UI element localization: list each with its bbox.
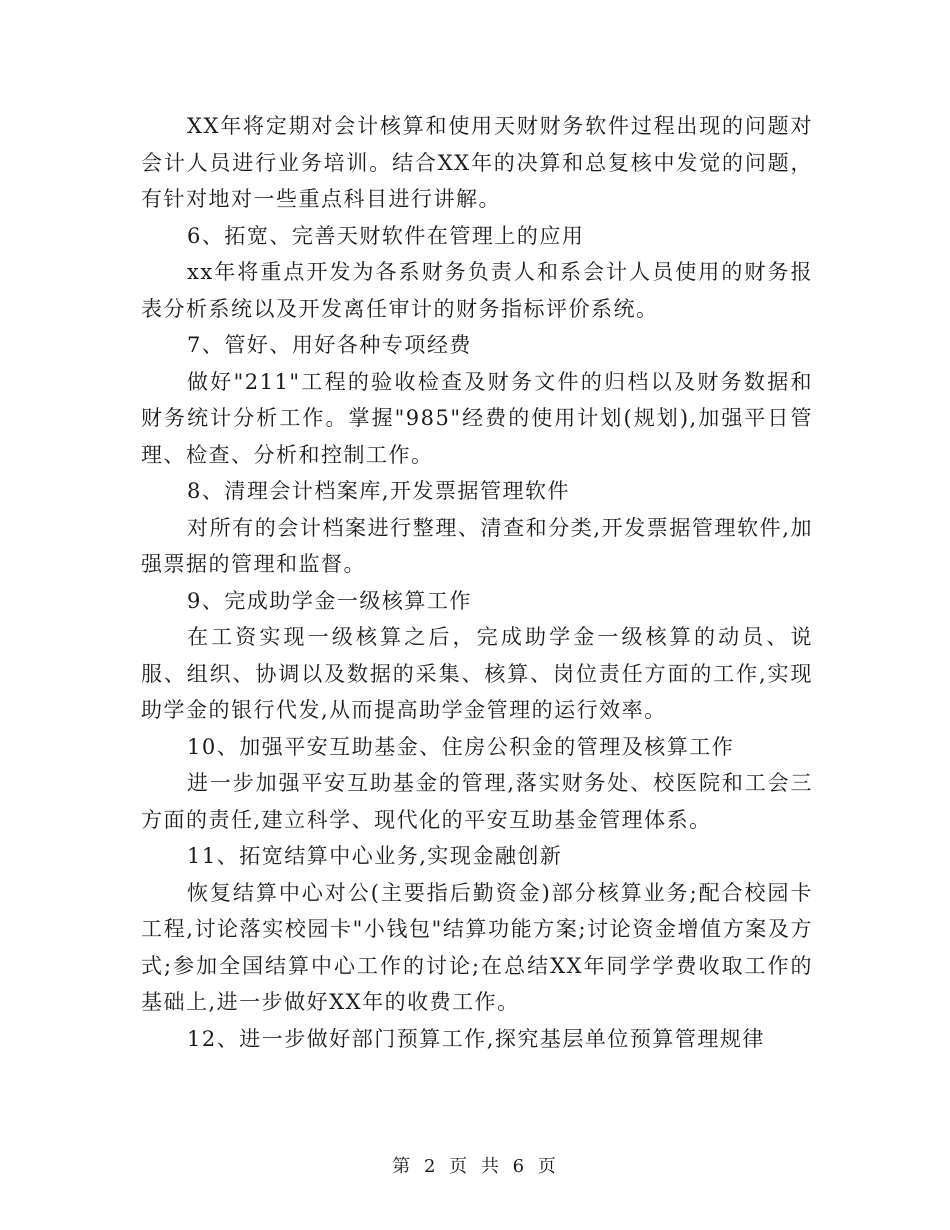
section-heading-7: 7、管好、用好各种专项经费 [187, 333, 472, 357]
paragraph: 对所有的会计档案进行整理、清查和分类,开发票据管理软件,加强票据的管理和监督。 [141, 515, 813, 576]
current-page-number: 2 [423, 1156, 438, 1177]
total-page-number: 6 [512, 1156, 527, 1177]
page-number-footer [0, 1152, 950, 1178]
section-heading-9: 9、完成助学金一级核算工作 [187, 588, 472, 613]
footer-total-word: 共 [480, 1156, 501, 1177]
section-heading-11: 11、拓宽结算中心业务,实现金融创新 [187, 844, 563, 868]
paragraph: 进一步加强平安互助基金的管理,落实财务处、校医院和工会三方面的责任,建立科学、现代化的平安互助基金管理体系。 [141, 771, 813, 832]
paragraph: 在工资实现一级核算之后，完成助学金一级核算的动员、说服、组织、协调以及数据的采集、核算、岗位责任方面的工作,实现助学金的银行代发,从而提高助学金管理的运行效率。 [141, 625, 813, 722]
footer-suffix: 页 [537, 1156, 558, 1177]
footer-page-word: 页 [449, 1156, 470, 1177]
section-heading-8: 8、清理会计档案库,开发票据管理软件 [187, 479, 571, 503]
paragraph: xx年将重点开发为各系财务负责人和系会计人员使用的财务报表分析系统以及开发离任审计的财务指标评价系统。 [141, 260, 813, 321]
paragraph: 做好"211"工程的验收检查及财务文件的归档以及财务数据和财务统计分析工作。掌握"985"经费的使用计划(规划),加强平日管理、检查、分析和控制工作。 [141, 369, 813, 467]
footer-prefix: 第 [392, 1156, 413, 1177]
paragraph: 恢复结算中心对公(主要指后勤资金)部分核算业务;配合校园卡工程,讨论落实校园卡"小钱包"结算功能方案;讨论资金增值方案及方式;参加全国结算中心工作的讨论;在总结XX年同学学费收取工作的基础上,进一步做好XX年的收费工作。 [141, 880, 813, 1014]
section-heading-10: 10、加强平安互助基金、住房公积金的管理及核算工作 [187, 734, 735, 759]
paragraph: XX年将定期对会计核算和使用天财财务软件过程出现的问题对会计人员进行业务培训。结合XX年的决算和总复核中发觉的问题，有针对地对一些重点科目进行讲解。 [141, 114, 813, 211]
section-heading-6: 6、拓宽、完善天财软件在管理上的应用 [187, 223, 585, 248]
section-heading-12: 12、进一步做好部门预算工作,探究基层单位预算管理规律 [187, 1026, 765, 1051]
document-body [141, 108, 813, 1057]
